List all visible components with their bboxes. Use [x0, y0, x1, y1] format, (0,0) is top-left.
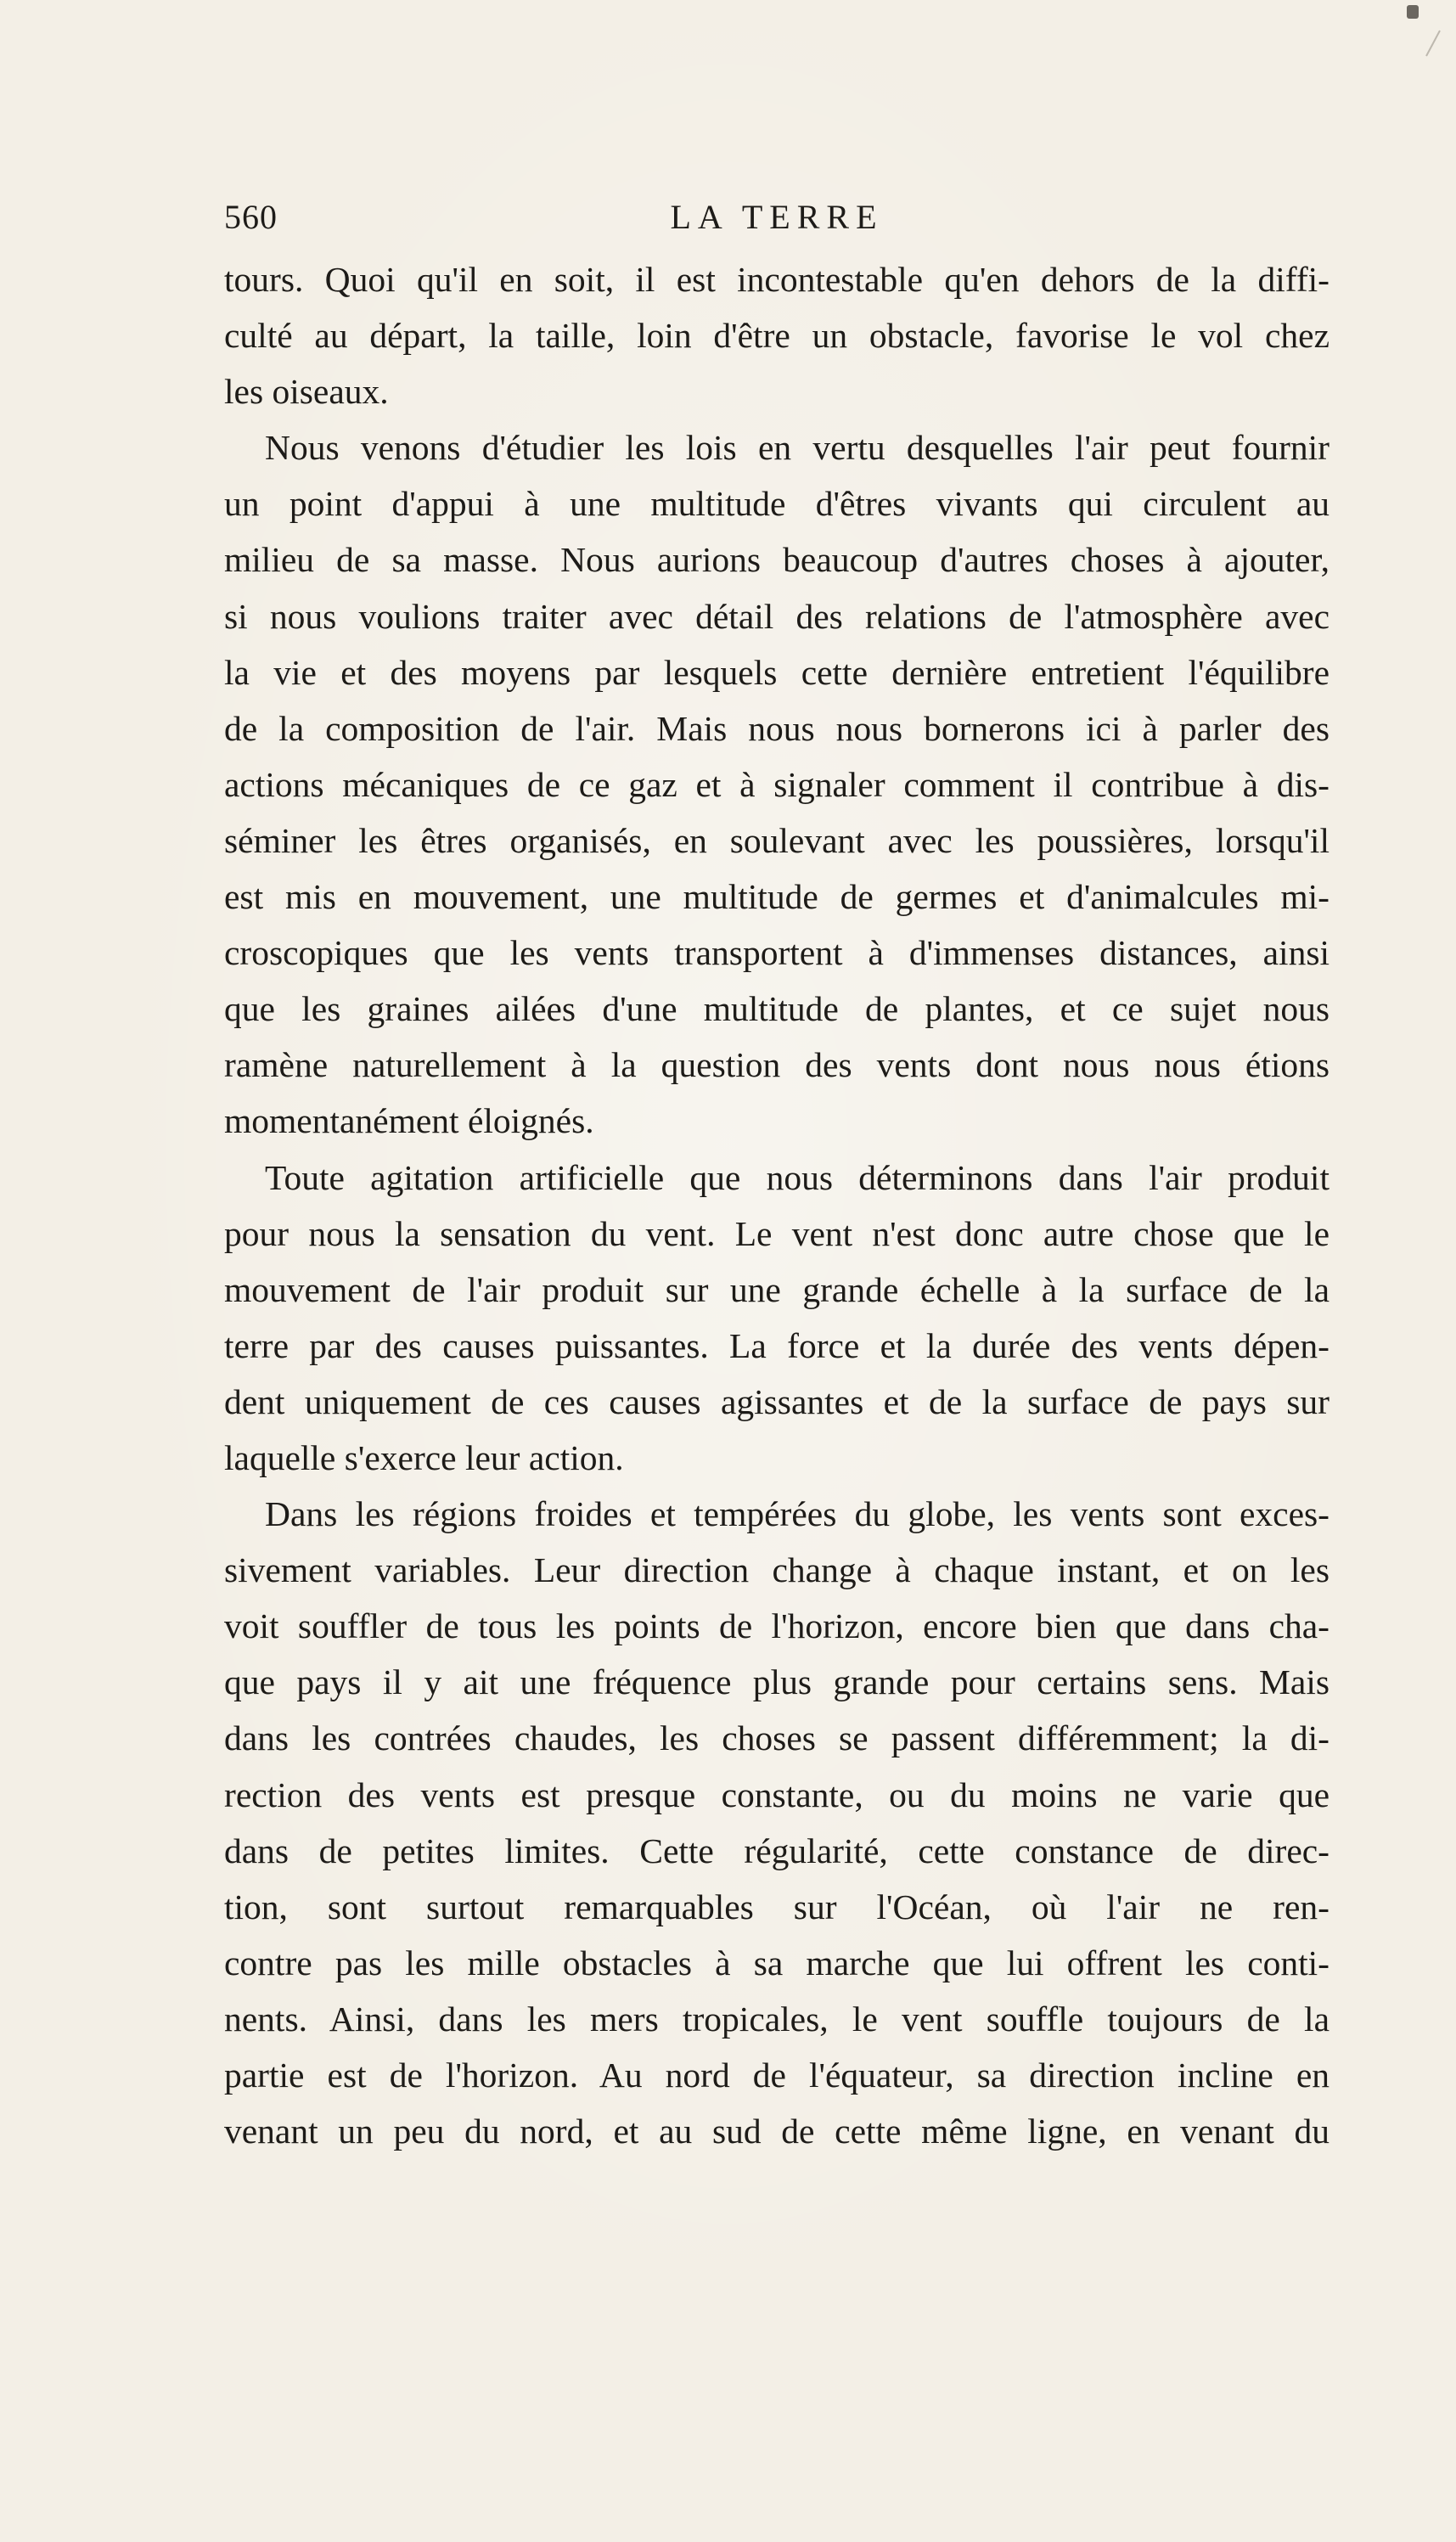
text-line: voit souffler de tous les points de l'horizon, encore bien que dans cha- [224, 1606, 1330, 1646]
margin-mark [1425, 31, 1441, 57]
paragraph [224, 251, 1330, 419]
text-line: pour nous la sensation du vent. Le vent n'est donc autre chose que le [224, 1213, 1330, 1253]
running-title: LA TERRE [670, 198, 884, 236]
text-line: croscopiques que les vents transportent à d'immenses distances, ainsi [224, 933, 1330, 973]
text-line: la vie et des moyens par lesquels cette dernière entretient l'équilibre [224, 652, 1330, 692]
text-line: contre pas les mille obstacles à sa marche que lui offrent les conti- [224, 1943, 1330, 1982]
text-line: un point d'appui à une multitude d'êtres vivants qui circulent au [224, 484, 1330, 524]
paragraph [224, 1486, 1330, 2159]
paragraph [224, 1150, 1330, 1487]
text-line: tours. Quoi qu'il en soit, il est incontestable qu'en dehors de la diffi- [224, 260, 1330, 299]
text-line: dans de petites limites. Cette régularité, cette constance de direc- [224, 1831, 1330, 1870]
text-line: nents. Ainsi, dans les mers tropicales, le vent souffle toujours de la [224, 1999, 1330, 2039]
text-line: momentanément éloignés. [224, 1101, 594, 1141]
paragraph [224, 419, 1330, 1149]
text-line: si nous voulions traiter avec détail des relations de l'atmosphère avec [224, 596, 1330, 636]
text-line: séminer les êtres organisés, en soulevant avec les poussières, lorsqu'il [224, 820, 1330, 860]
body-text [224, 251, 1330, 2159]
ink-speck [1407, 5, 1419, 19]
text-line: tion, sont surtout remarquables sur l'Océan, où l'air ne ren- [224, 1887, 1330, 1926]
text-line: dent uniquement de ces causes agissantes et de la surface de pays sur [224, 1381, 1330, 1421]
text-line: milieu de sa masse. Nous aurions beaucoup d'autres choses à ajouter, [224, 540, 1330, 580]
text-line: venant un peu du nord, et au sud de cette même ligne, en venant du [224, 2112, 1330, 2151]
text-line: terre par des causes puissantes. La force et la durée des vents dépen- [224, 1325, 1330, 1365]
text-line: actions mécaniques de ce gaz et à signaler comment il contribue à dis- [224, 764, 1330, 804]
text-line: de la composition de l'air. Mais nous nous bornerons ici à parler des [224, 708, 1330, 748]
text-line: les oiseaux. [224, 372, 389, 412]
text-line: ramène naturellement à la question des vents dont nous nous étions [224, 1045, 1330, 1085]
text-line: est mis en mouvement, une multitude de germes et d'animalcules mi- [224, 877, 1330, 917]
text-line: que les graines ailées d'une multitude de plantes, et ce sujet nous [224, 989, 1330, 1029]
page-header [224, 192, 1330, 243]
text-line: Dans les régions froides et tempérées du globe, les vents sont exces- [265, 1494, 1330, 1534]
text-line: rection des vents est presque constante, ou du moins ne varie que [224, 1774, 1330, 1814]
text-line: sivement variables. Leur direction change à chaque instant, et on les [224, 1550, 1330, 1590]
page-number: 560 [224, 198, 278, 236]
text-line: Nous venons d'étudier les lois en vertu desquelles l'air peut fournir [265, 428, 1330, 468]
text-line: culté au départ, la taille, loin d'être un obstacle, favorise le vol chez [224, 316, 1330, 356]
text-line: que pays il y ait une fréquence plus grande pour certains sens. Mais [224, 1662, 1330, 1702]
text-line: mouvement de l'air produit sur une grande échelle à la surface de la [224, 1269, 1330, 1309]
text-line: laquelle s'exerce leur action. [224, 1437, 624, 1477]
text-line: partie est de l'horizon. Au nord de l'équateur, sa direction incline en [224, 2056, 1330, 2095]
text-line: dans les contrées chaudes, les choses se passent différemment; la di- [224, 1718, 1330, 1758]
text-line: Toute agitation artificielle que nous déterminons dans l'air produit [265, 1157, 1330, 1197]
